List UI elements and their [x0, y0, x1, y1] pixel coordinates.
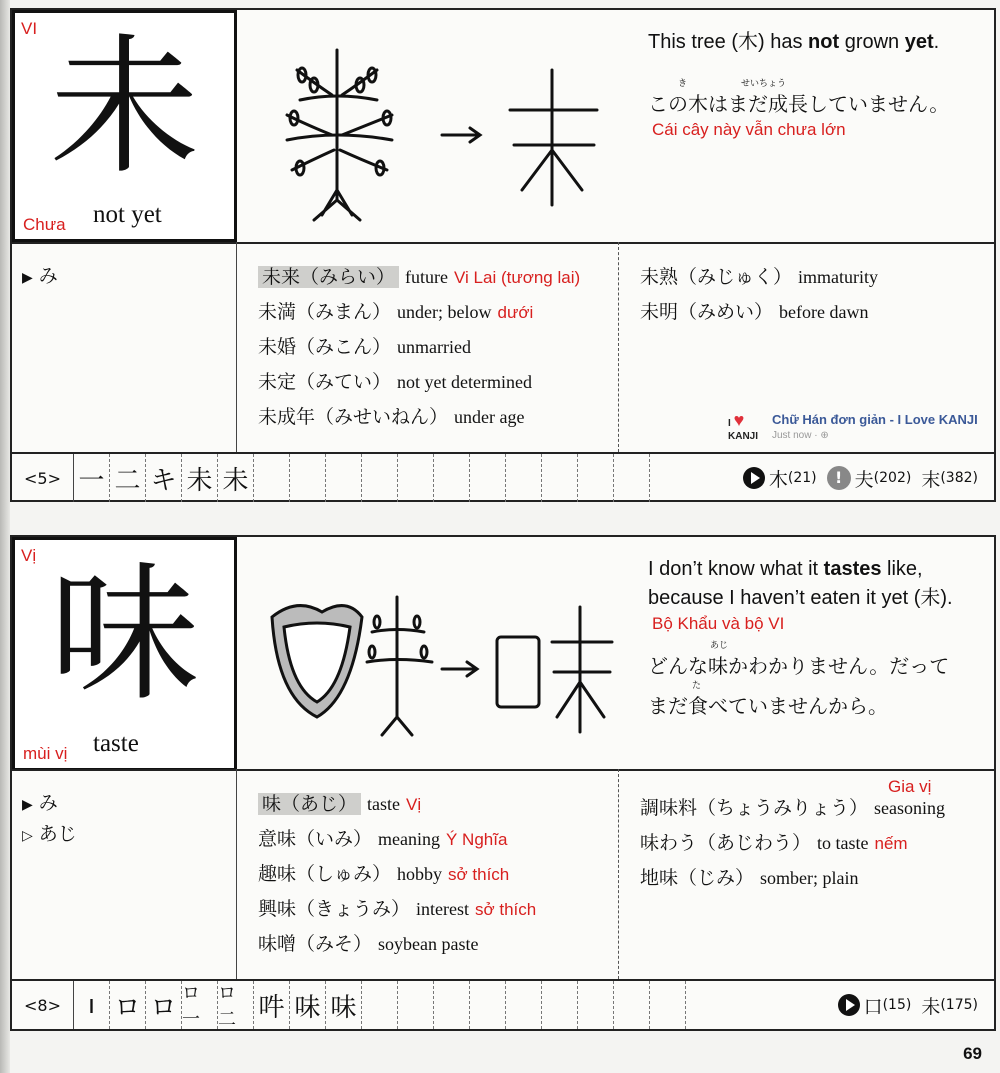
play-icon — [838, 994, 860, 1016]
explanation-block — [648, 555, 993, 721]
furigana: き せいちょう — [678, 79, 787, 89]
stroke-cell: 吽 — [254, 981, 290, 1029]
divider — [12, 769, 994, 771]
related-kanji-refs: 木 (21) ! 夫 (202) 末 (382) — [743, 454, 988, 502]
divider — [618, 242, 619, 452]
kanji-character: 味 — [49, 548, 200, 722]
kanji-card-mi-not-yet — [10, 8, 996, 502]
stroke-cell — [470, 454, 506, 502]
vietnamese-reading-note: VI — [21, 19, 38, 38]
i-love-kanji-logo: I ♥ KANJI — [728, 410, 759, 442]
stroke-cell: 味 — [326, 981, 362, 1029]
vocab-list-left — [258, 260, 580, 435]
heart-icon: ♥ — [733, 410, 745, 430]
stroke-cell — [290, 454, 326, 502]
stroke-cell — [326, 454, 362, 502]
vocab-item: 味噌（みそ） soybean paste — [258, 933, 479, 955]
filled-triangle-icon: ▶ — [22, 270, 33, 286]
vocab-list-right — [640, 260, 878, 330]
outline-triangle-icon: ▷ — [22, 828, 33, 844]
kanji-box — [12, 10, 237, 242]
stroke-cell — [434, 981, 470, 1029]
vietnamese-meaning-note: mùi vị — [23, 744, 68, 763]
kanji-meaning: not yet — [93, 201, 162, 228]
stroke-cell — [614, 981, 650, 1029]
stroke-cell: ロ一 — [182, 981, 218, 1029]
page-number: 69 — [963, 1044, 982, 1063]
furigana: あじ — [710, 641, 729, 651]
kanji-meaning: taste — [93, 730, 139, 757]
stroke-order-row — [12, 981, 994, 1029]
vocab-item: 未婚（みこん） unmarried — [258, 336, 471, 358]
stroke-cell: 未 — [182, 454, 218, 502]
stroke-cell — [542, 981, 578, 1029]
stroke-cell — [506, 454, 542, 502]
explanation-japanese: この木はまだ成長していません。 — [648, 92, 950, 116]
kanji-character: 未 — [49, 21, 200, 195]
vocab-item: 味（あじ） taste Vị — [258, 787, 536, 822]
filled-triangle-icon: ▶ — [22, 797, 33, 813]
explanation-english: I don’t know what it tastes like, because I haven’t eaten it yet (未). — [648, 558, 953, 609]
vocab-list-right — [640, 791, 945, 896]
stroke-cell — [470, 981, 506, 1029]
stroke-cell: 一 — [74, 454, 110, 502]
vocab-item: 未成年（みせいねん） under age — [258, 406, 525, 428]
explanation-vietnamese: Bộ Khẩu và bộ VI — [652, 614, 785, 633]
divider — [236, 769, 237, 979]
divider — [618, 769, 619, 979]
readings — [22, 262, 58, 293]
vietnamese-meaning-note: Chưa — [23, 215, 66, 234]
pictograph-mouth-tree-to-kanji — [252, 557, 622, 757]
vocab-item: 興味（きょうみ） interest sở thích — [258, 898, 537, 920]
furigana: た — [692, 681, 702, 691]
vocab-item: 調味料（ちょうみりょう） seasoning — [640, 797, 946, 819]
facebook-page-name: Chữ Hán đơn giản - I Love KANJI — [772, 412, 978, 427]
stroke-cell: 味 — [290, 981, 326, 1029]
kanji-box — [12, 537, 237, 771]
stroke-cell: ロ二 — [218, 981, 254, 1029]
stroke-cell — [434, 454, 470, 502]
vocab-item: 未来（みらい） future Vi Lai (tương lai) — [258, 260, 580, 295]
stroke-count: <8> — [12, 981, 74, 1029]
stroke-cell — [506, 981, 542, 1029]
stroke-cell: 未 — [218, 454, 254, 502]
related-kanji-refs: 口 (15) 未 (175) — [838, 981, 988, 1029]
stroke-cell: ı — [74, 981, 110, 1029]
vocab-item: 未定（みてい） not yet determined — [258, 371, 532, 393]
stroke-cell — [254, 454, 290, 502]
readings — [22, 789, 77, 851]
page-binding-shadow — [0, 0, 10, 1073]
vocab-item: 未明（みめい） before dawn — [640, 301, 869, 323]
stroke-cell — [578, 454, 614, 502]
stroke-cell — [398, 454, 434, 502]
vocab-item: 意味（いみ） meaning Ý Nghĩa — [258, 828, 508, 850]
divider — [12, 242, 994, 244]
kanji-card-mi-taste — [10, 535, 996, 1031]
stroke-order-row — [12, 454, 994, 502]
vocab-item: 未満（みまん） under; below dưới — [258, 301, 534, 323]
explanation-japanese: まだ食べていませんから。 — [648, 694, 888, 718]
stroke-cell — [362, 454, 398, 502]
post-timestamp: Just now · ⊕ — [772, 430, 829, 441]
reading-on: ▶ み — [22, 792, 58, 814]
stroke-cell — [614, 454, 650, 502]
explanation-block — [648, 28, 993, 141]
vocab-item: 地味（じみ） somber; plain — [640, 867, 859, 889]
vocab-item: 味わう（あじわう） to taste nếm — [640, 832, 908, 854]
exclamation-icon: ! — [827, 466, 851, 490]
explanation-english: This tree (木) has not grown yet. — [648, 31, 940, 53]
pictograph-tree-to-kanji — [252, 30, 622, 230]
stroke-cell: ロ — [110, 981, 146, 1029]
divider — [236, 242, 237, 452]
stroke-cell: キ — [146, 454, 182, 502]
vocab-list-left — [258, 787, 536, 962]
stroke-cell — [650, 981, 686, 1029]
explanation-vietnamese: Cái cây này vẫn chưa lớn — [652, 120, 846, 139]
stroke-cell: ロ — [146, 981, 182, 1029]
play-icon — [743, 467, 765, 489]
reading-kun: ▷ あじ — [22, 823, 77, 845]
stroke-cell — [398, 981, 434, 1029]
reading-on: ▶ み — [22, 265, 58, 287]
stroke-cell — [362, 981, 398, 1029]
explanation-japanese: どんな味かわかりません。だって — [648, 654, 950, 678]
vietnamese-reading-note: Vị — [21, 546, 37, 565]
stroke-count: <5> — [12, 454, 74, 502]
vietnamese-note: Gia vị — [888, 777, 932, 796]
vocab-item: 趣味（しゅみ） hobby sở thích — [258, 863, 510, 885]
stroke-cell — [542, 454, 578, 502]
stroke-cell: 二 — [110, 454, 146, 502]
stroke-cell — [578, 981, 614, 1029]
vocab-item: 未熟（みじゅく） immaturity — [640, 266, 879, 288]
